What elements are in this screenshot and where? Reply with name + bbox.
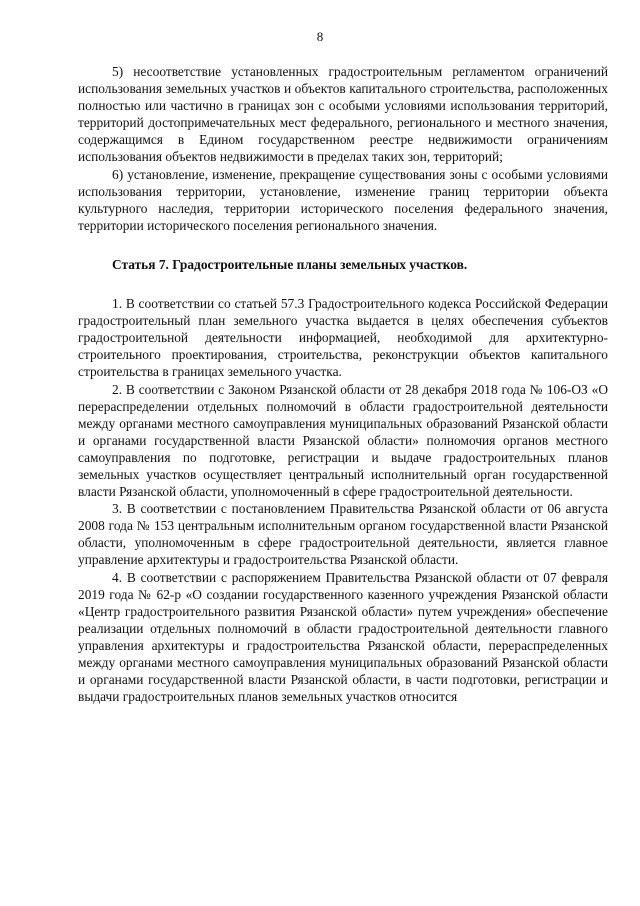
document-body: [78, 63, 608, 705]
paragraph-item-5: 5) несоответствие установленных градостроительным регламентом ограничений использования земельных участков и объектов капитального строительства, расположенных полностью или частично в границах зон с особыми условиями использования территорий, территорий достопримечательных мест федерального, регионального и местного значения, содержащимся в Едином государственном реестре недвижимости ограничениям использования объектов недвижимости в пределах таких зон, территорий;: [78, 64, 608, 165]
paragraph-3: 3. В соответствии с постановлением Правительства Рязанской области от 06 августа 2008 года № 153 центральным исполнительным органом государственной власти Рязанской области, уполномоченным в сфере градостроительной деятельности, является главное управление архитектуры и градостроительства Рязанской области.: [78, 501, 608, 568]
paragraph-4: 4. В соответствии с распоряжением Правительства Рязанской области от 07 февраля 2019 года № 62-р «О создании государственного казенного учреждения Рязанской области «Центр градостроительного развития Рязанской области» путем учреждения» обеспечение реализации отдельных полномочий в области градостроительной деятельности главного управления архитектуры и градостроительства Рязанской области, перераспределенных между органами местного самоуправления муниципальных образований Рязанской области и органами государственной власти Рязанской области, в части подготовки, регистрации и выдачи градостроительных планов земельных участков относится: [78, 569, 608, 705]
page-number: 8: [316, 29, 324, 44]
paragraph-2: 2. В соответствии с Законом Рязанской области от 28 декабря 2018 года № 106-ОЗ «О перераспределении отдельных полномочий в области градостроительной деятельности между органами местного самоуправления муниципальных образований Рязанской области и органами государственной власти Рязанской области» полномочия органов местного самоуправления по подготовке, регистрации и выдаче градостроительных планов земельных участков осуществляет центральный исполнительный орган государственной власти Рязанской области, уполномоченный в сфере градостроительной деятельности.: [78, 381, 608, 500]
article-heading: Статья 7. Градостроительные планы земельных участков.: [112, 256, 468, 272]
paragraph-item-6: 6) установление, изменение, прекращение существования зоны с особыми условиями использования территории, установление, изменение границ территории объекта культурного наследия, территории исторического поселения федерального значения, территории исторического поселения регионального значения.: [78, 166, 608, 233]
paragraph-1: 1. В соответствии со статьей 57.3 Градостроительного кодекса Российской Федерации градостроительный план земельного участка выдается в целях обеспечения субъектов градостроительной деятельности информацией, необходимой для архитектурно-строительного проектирования, строительства, реконструкции объектов капитального строительства в границах земельного участка.: [78, 296, 608, 380]
